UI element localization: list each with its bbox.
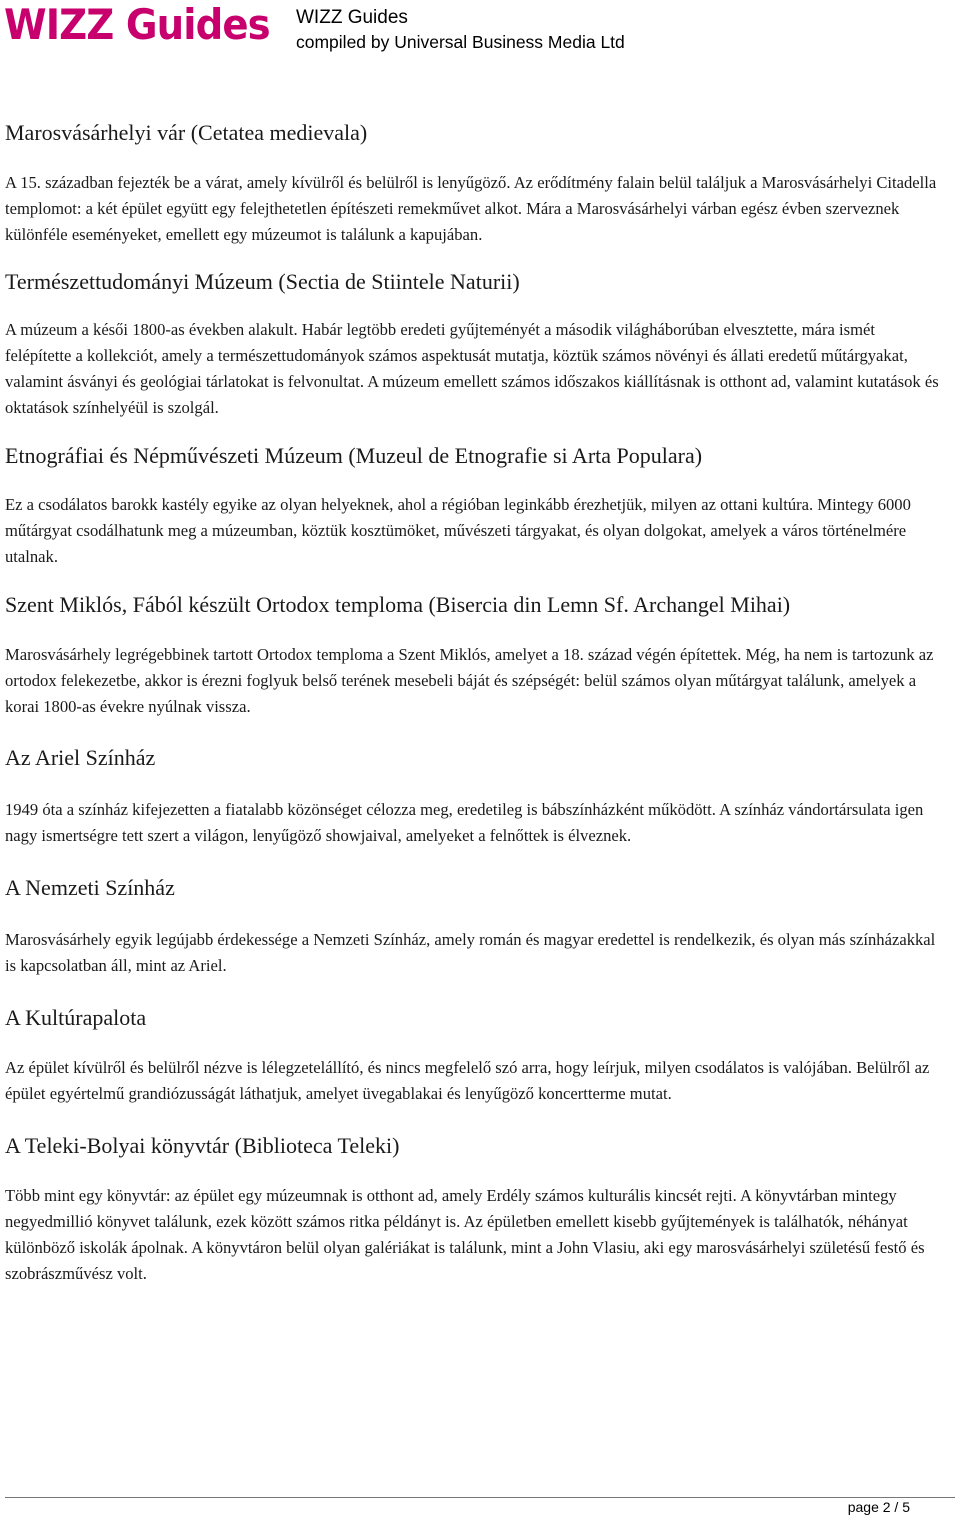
section-heading: A Kultúrapalota (5, 1005, 147, 1030)
footer-divider (5, 1497, 955, 1498)
section-heading: Marosvásárhelyi vár (Cetatea medievala) (5, 120, 368, 145)
section-body: Az épület kívülről és belülről nézve is lélegzetelállító, és nincs megfelelő szó arra, hogy leírjuk, milyen csodálatos is valójában. Belülről az épület egyértelmű grandiózusságát láthatjuk, amelyet üvegablakai és lenyűgöző koncertterme mutat. (5, 1058, 930, 1103)
page-number: page 2 / 5 (847, 1499, 910, 1515)
section-body: Marosvásárhely egyik legújabb érdekessége a Nemzeti Színház, amely román és magyar eredettel is rendelkezik, és olyan más színházakkal is kapcsolatban áll, mint az Ariel. (5, 930, 936, 975)
brand-title: WIZZ Guides (296, 7, 408, 28)
section-body: 1949 óta a színház kifejezetten a fiatalabb közönséget célozza meg, eredetileg is bábszínházként működött. A színház vándortársulata igen nagy ismertségre tett szert a világon, lenyűgöző showjaival, amelyeket a felnőttek is élveznek. (5, 800, 924, 845)
section-heading: Természettudományi Múzeum (Sectia de Stiintele Naturii) (5, 269, 520, 294)
section-body: A múzeum a késői 1800-as években alakult. Habár legtöbb eredeti gyűjteményét a második világháborúban elvesztette, mára ismét felépítette a kollekciót, amely a természettudományok számos aspektusát mutatja, köztük számos növényi és állati eredetű műtárgyakat, valamint ásványi és geológiai tárlatokat is felvonultat. A múzeum emellett számos időszakos kiállításnak is otthont ad, valamint kutatások és oktatások színhelyéül is szolgál. (5, 320, 939, 417)
brand-block (296, 6, 625, 54)
document-content (5, 118, 940, 1287)
section-body: Több mint egy könyvtár: az épület egy múzeumnak is otthont ad, amely Erdély számos kulturális kincsét rejti. A könyvtárban mintegy negyedmillió könyvet találunk, ezek között számos ritka példányt is. Az épületben emellett kisebb gyűjtemények is találhatók, néhányat különböző iskolák ápolnak. A könyvtáron belül olyan galériákat is találunk, mint a John Vlasiu, aki egy marosvásárhelyi születésű festő és szobrászművész volt. (5, 1186, 925, 1283)
section-heading: Etnográfiai és Népművészeti Múzeum (Muzeul de Etnografie si Arta Populara) (5, 443, 703, 468)
page-header (0, 0, 960, 60)
wizz-guides-logo: WIZZ Guides (4, 0, 270, 49)
section-heading: Szent Miklós, Fából készült Ortodox temploma (Bisercia din Lemn Sf. Archangel Mihai) (5, 592, 791, 617)
section-heading: A Nemzeti Színház (5, 875, 175, 900)
section-body: A 15. században fejezték be a várat, amely kívülről és belülről is lenyűgöző. Az erődítmény falain belül találjuk a Marosvásárhelyi Citadella templomot: a két épület együtt egy felejthetetlen építészeti remekművet alkot. Mára a Marosvásárhelyi várban egész évben szerveznek különféle eseményeket, emellett egy múzeumot is találunk a kapujában. (5, 173, 937, 244)
section-heading: Az Ariel Színház (5, 745, 156, 770)
section-body: Ez a csodálatos barokk kastély egyike az olyan helyeknek, ahol a régióban leginkább érezhetjük, milyen az ottani kultúra. Mintegy 6000 műtárgyat csodálhatunk meg a múzeumban, köztük kosztümöket, művészeti tárgyakat, és olyan dolgokat, amelyek a város történelmére utalnak. (5, 495, 911, 566)
section-body: Marosvásárhely legrégebbinek tartott Ortodox temploma a Szent Miklós, amelyet a 18. század végén építettek. Még, ha nem is tartozunk az ortodox felekezetbe, akkor is érezni foglyuk belső terének mesebeli báját és szépségét: belül számos olyan műtárgyat találunk, amelyek a korai 1800-as évekre nyúlnak vissza. (5, 645, 934, 716)
brand-subtitle: compiled by Universal Business Media Ltd (296, 32, 625, 52)
section-heading: A Teleki-Bolyai könyvtár (Biblioteca Teleki) (5, 1133, 400, 1158)
